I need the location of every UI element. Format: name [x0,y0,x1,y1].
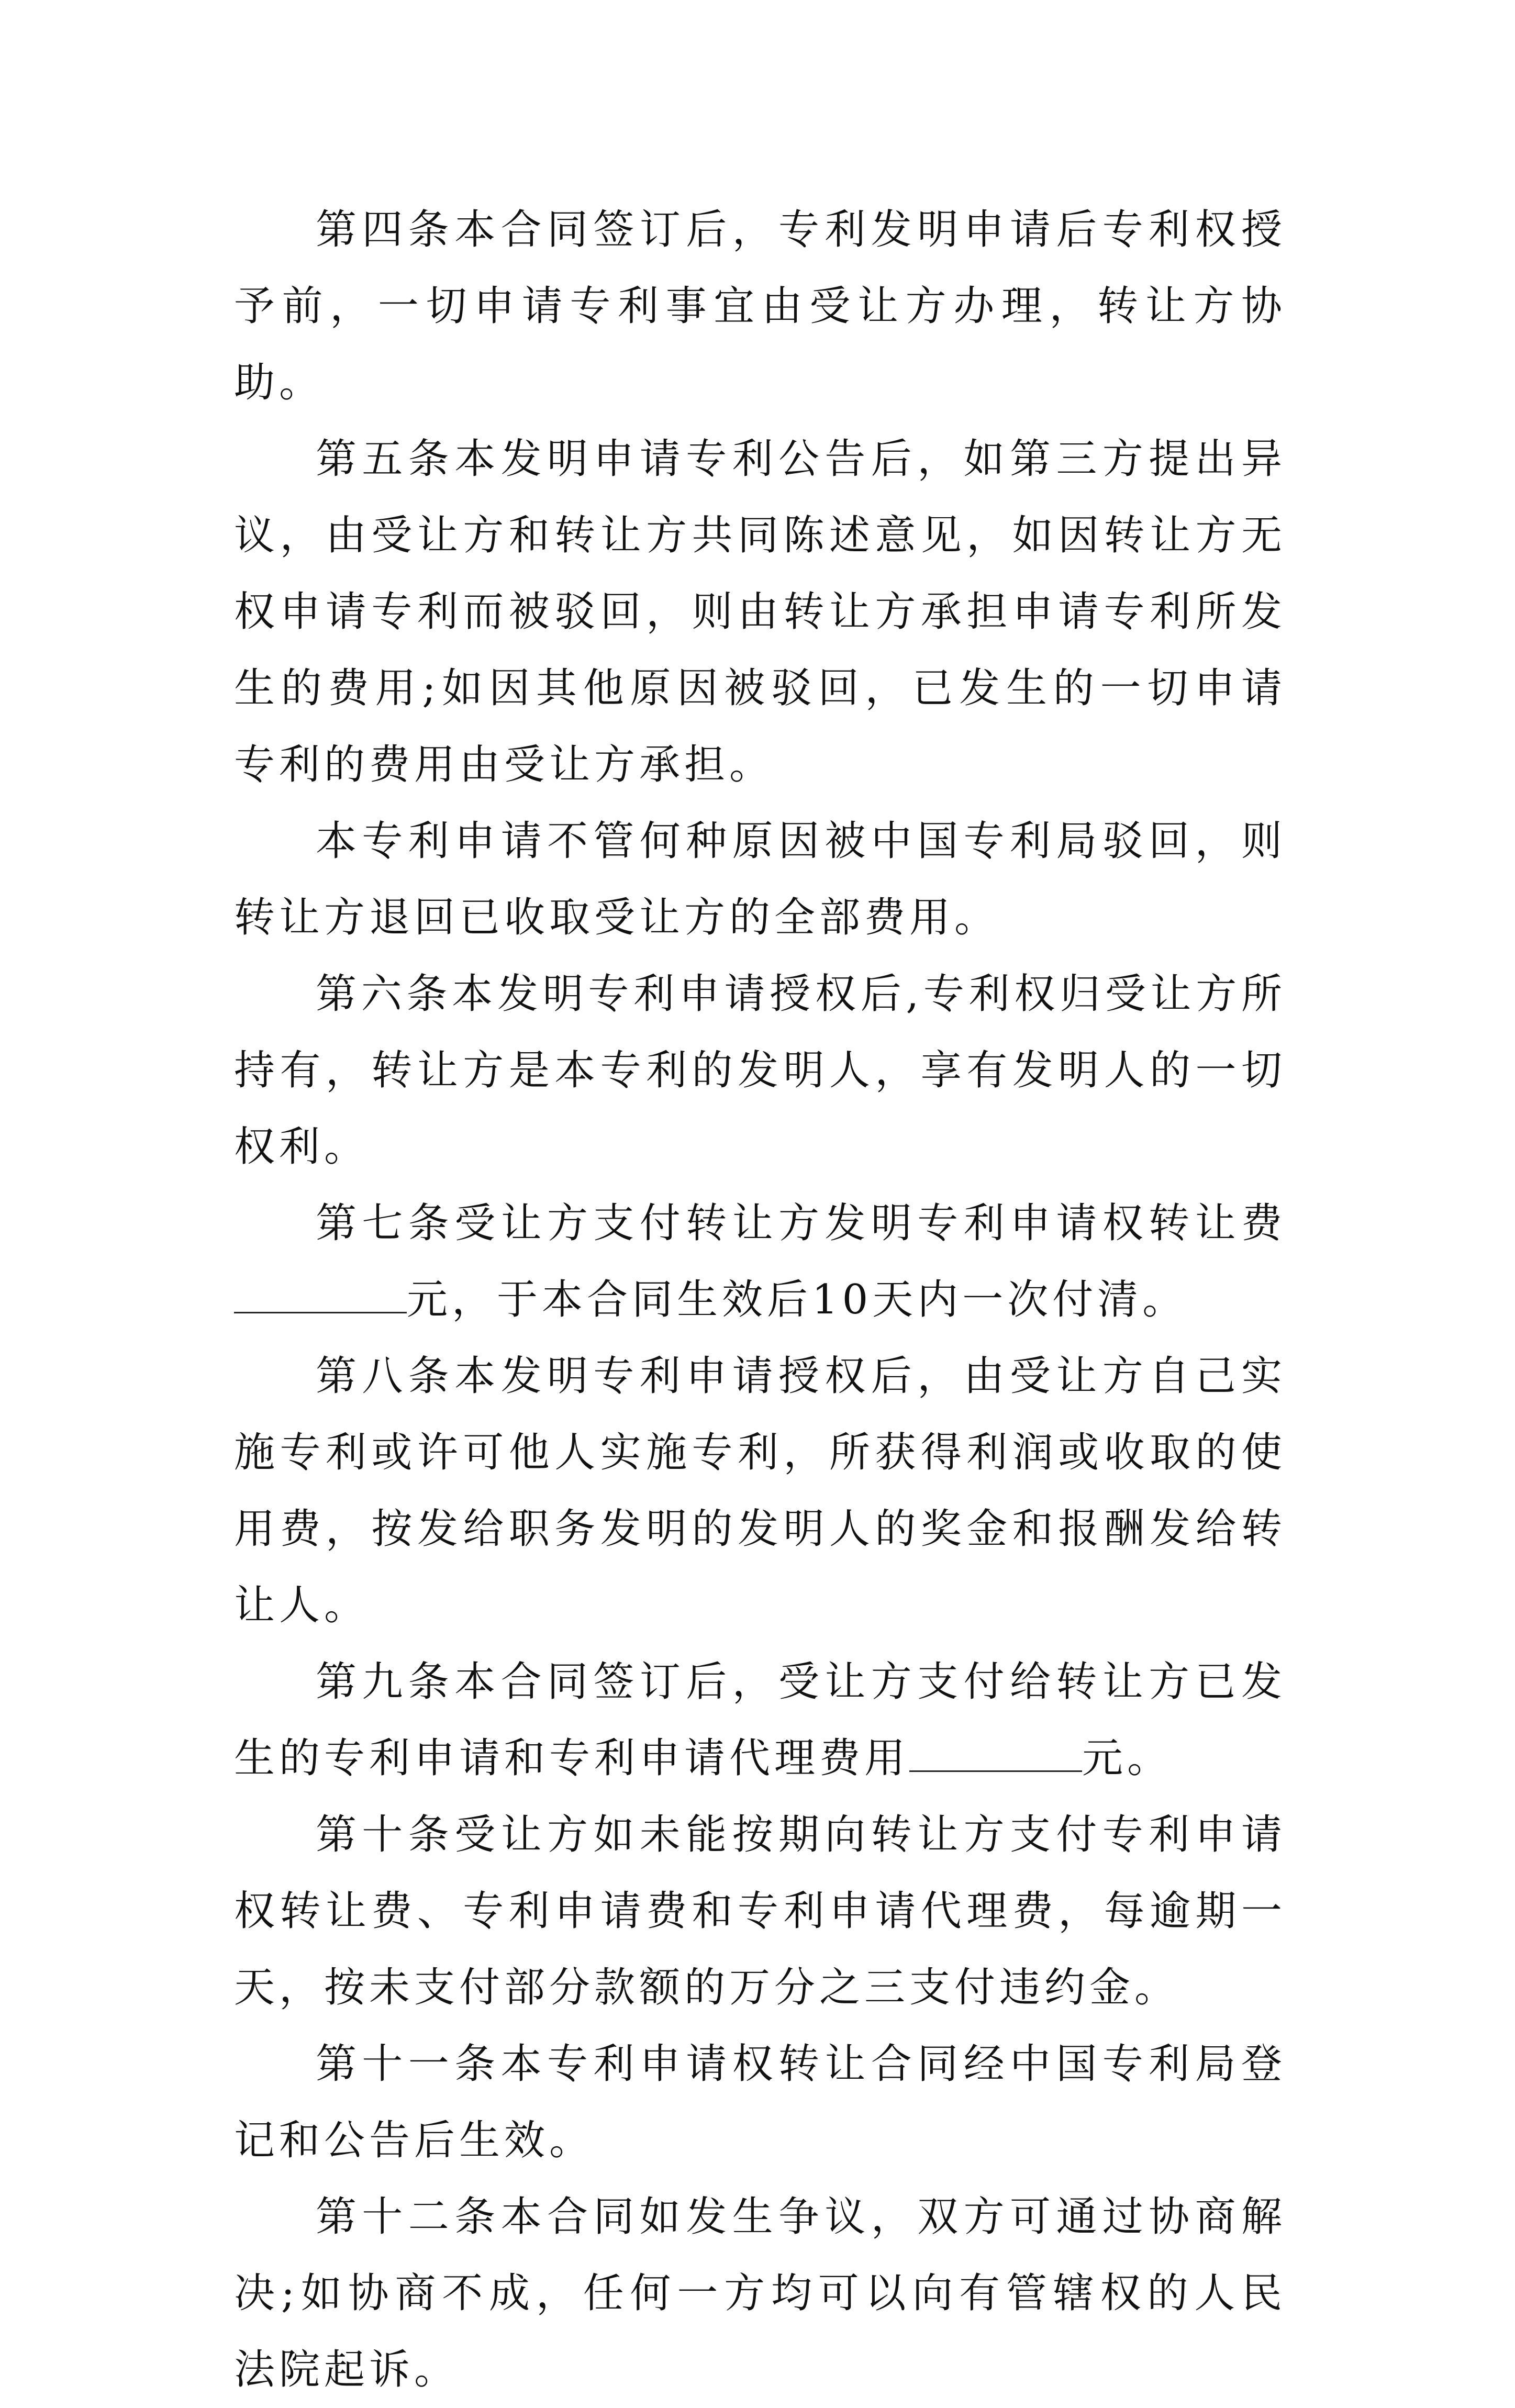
article-9-text-after: 元。 [1082,1735,1173,1782]
article-5-supplement: 本专利申请不管何种原因被中国专利局驳回，则转让方退回已收取受让方的全部费用。 [234,818,1286,941]
article-9-text-before: 第九条本合同签订后，受让方支付给转让方已发生的专利申请和专利申请代理费用 [234,1658,1286,1782]
article-7-text-before: 第七条受让方支付转让方发明专利申请权转让费 [316,1200,1286,1247]
article-8: 第八条本发明专利申请授权后，由受让方自己实施专利或许可他人实施专利，所获得利润或收取的使用费，按发给职务发明的发明人的奖金和报酬发给转让人。 [234,1353,1286,1629]
article-9 [234,1644,1286,1797]
document-body [234,192,1286,2408]
article-4: 第四条本合同签订后，专利发明申请后专利权授予前，一切申请专利事宜由受让方办理，转让方协助。 [234,206,1286,406]
fee-amount-blank [234,1269,407,1313]
article-5: 第五条本发明申请专利公告后，如第三方提出异议，由受让方和转让方共同陈述意见，如因转让方无权申请专利而被驳回，则由转让方承担申请专利所发生的费用;如因其他原因被驳回，已发生的一切申请专利的费用由受让方承担。 [234,436,1286,788]
article-7-text-after: 元，于本合同生效后10天内一次付清。 [407,1276,1188,1323]
article-6: 第六条本发明专利申请授权后,专利权归受让方所持有，转让方是本专利的发明人，享有发明人的一切权利。 [234,971,1286,1170]
agency-fee-blank [909,1727,1082,1772]
article-10: 第十条受让方如未能按期向转让方支付专利申请权转让费、专利申请费和专利申请代理费，每逾期一天，按未支付部分款额的万分之三支付违约金。 [234,1811,1286,2011]
article-7 [234,1185,1286,1338]
article-12: 第十二条本合同如发生争议，双方可通过协商解决;如协商不成，任何一方均可以向有管辖权的人民法院起诉。 [234,2193,1286,2393]
article-11: 第十一条本专利申请权转让合同经中国专利局登记和公告后生效。 [234,2041,1286,2164]
